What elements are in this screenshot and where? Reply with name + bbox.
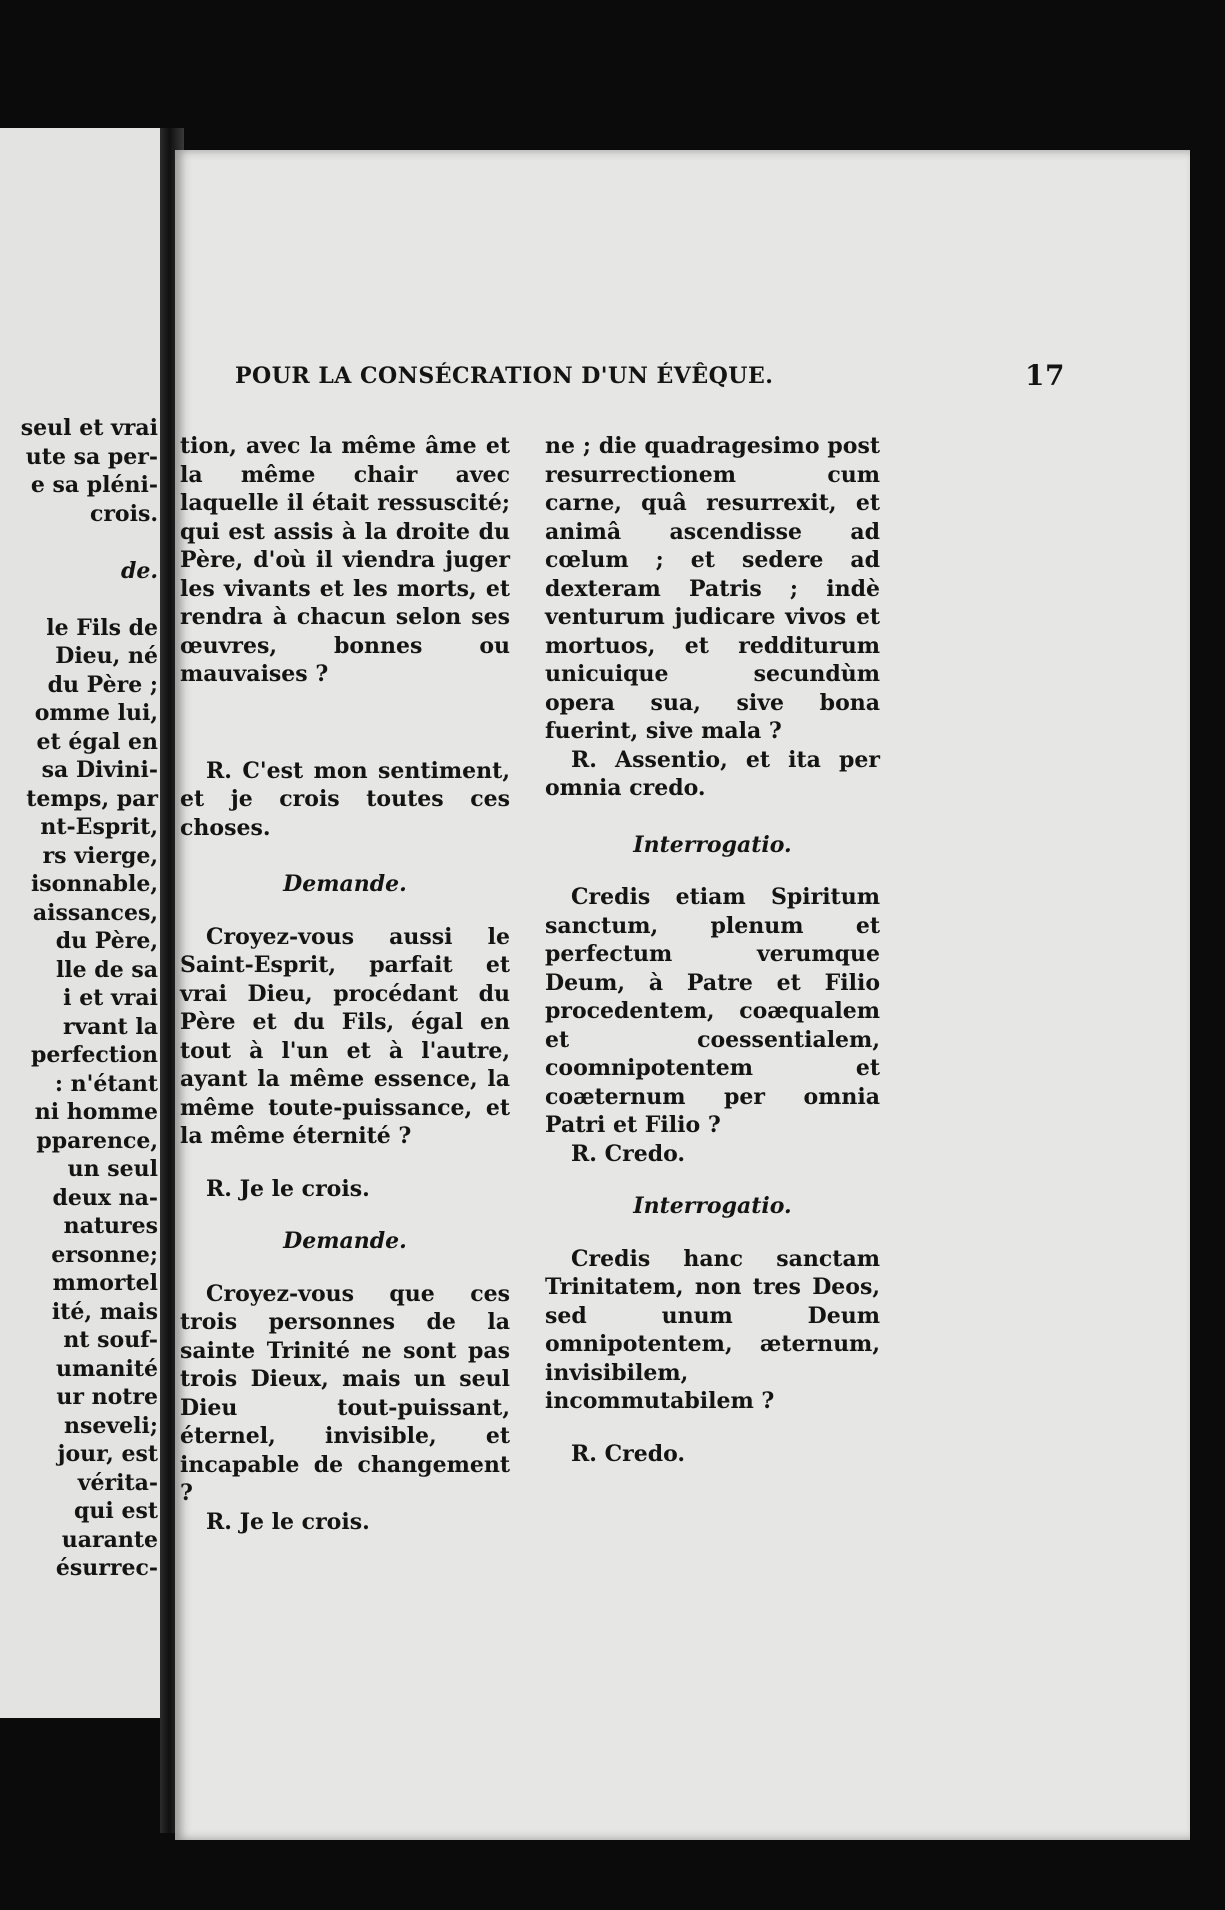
left-line: aissances, xyxy=(32,899,158,926)
left-line: pparence, xyxy=(36,1127,158,1154)
left-line: ur notre xyxy=(56,1384,158,1410)
header-title: POUR LA CONSÉCRATION D'UN ÉVÊQUE. xyxy=(235,363,774,389)
latin-answer-2: R. Credo. xyxy=(571,1140,686,1167)
left-line: perfection xyxy=(30,1042,158,1068)
latin-answer-1: R. Assentio, et ita per omnia credo. xyxy=(545,746,880,801)
latin-heading-3: Interrogatio. xyxy=(633,1193,792,1219)
left-line: i et vrai xyxy=(63,985,158,1011)
french-question-2: Croyez-vous aussi le Saint-Esprit, parfait et vrai Dieu, procédant du Père et du Fils, égal en tout à l'un et à l'autre, ayant la même essence, la même toute-puissance, et la même éternité ? xyxy=(180,923,510,1149)
left-line: isonnable, xyxy=(30,871,158,897)
left-line: ute sa per- xyxy=(25,443,158,470)
left-line: natures xyxy=(63,1213,158,1239)
french-heading-3: Demande. xyxy=(283,1228,407,1254)
left-line: un seul xyxy=(67,1156,158,1182)
left-line: ersonne; xyxy=(51,1241,158,1268)
left-line: vérita- xyxy=(77,1469,158,1496)
page-number: 17 xyxy=(1025,359,1065,392)
french-heading-2: Demande. xyxy=(283,871,407,897)
left-line: sa Divini- xyxy=(41,757,158,783)
left-line: crois. xyxy=(89,500,158,527)
french-answer-3: R. Je le crois. xyxy=(206,1508,370,1535)
left-line: du Père ; xyxy=(47,671,158,698)
french-question-3: Croyez-vous que ces trois personnes de la sainte Trinité ne sont pas trois Dieux, mais un seul Dieu tout-puissant, éternel, invisible, et incapable de changement ? xyxy=(180,1280,510,1506)
left-line: ésurrec- xyxy=(55,1555,158,1581)
left-line: ité, mais xyxy=(51,1298,158,1325)
left-line xyxy=(0,528,158,557)
left-line: jour, est xyxy=(57,1441,158,1467)
left-line: nt-Esprit, xyxy=(40,814,158,840)
left-line: de. xyxy=(120,557,158,584)
left-line: nseveli; xyxy=(64,1412,158,1439)
left-line: lle de sa xyxy=(55,956,158,983)
left-line: umanité xyxy=(55,1355,158,1382)
left-line: nt souf- xyxy=(63,1327,158,1353)
latin-answer-3: R. Credo. xyxy=(571,1440,686,1467)
left-page xyxy=(0,128,168,1718)
french-column xyxy=(180,432,510,1536)
left-line: qui est xyxy=(74,1498,158,1524)
left-line: du Père, xyxy=(55,928,158,954)
left-line: uarante xyxy=(61,1526,158,1553)
running-header xyxy=(235,359,1065,392)
left-line: ni homme xyxy=(34,1099,158,1125)
left-line: : n'étant xyxy=(54,1070,158,1097)
left-line: seul et vrai xyxy=(20,415,158,441)
left-line xyxy=(0,585,158,614)
latin-heading-2: Interrogatio. xyxy=(633,831,792,858)
latin-question-2: Credis etiam Spiritum sanctum, plenum et perfectum verumque Deum, à Patre et Filio procedentem, coæqualem et coessentialem, coomnipotentem et coæternum per omnia Patri et Filio ? xyxy=(545,884,880,1138)
left-line: Dieu, né xyxy=(55,643,158,669)
left-line: et égal en xyxy=(36,728,158,755)
latin-question-3: Credis hanc sanctam Trinitatem, non tres Deos, sed unum Deum omnipotentem, æternum, invisibilem, incommutabilem ? xyxy=(545,1245,880,1414)
left-line: le Fils de xyxy=(46,614,158,641)
left-line: rs vierge, xyxy=(42,842,158,869)
left-line: temps, par xyxy=(26,785,158,812)
latin-column xyxy=(545,432,880,1468)
latin-continuation: ne ; die quadragesimo post resurrectionem cum carne, quâ resurrexit, et animâ ascendisse ad cœlum ; et sedere ad dexteram Patris ; indè venturum judicare vivos et mortuos, et redditurum unicuique secundùm opera sua, sive bona fuerint, sive mala ? xyxy=(545,433,880,744)
left-page-text xyxy=(0,414,158,1583)
french-answer-1: R. C'est mon sentiment, et je crois toutes ces choses. xyxy=(180,757,510,841)
french-continuation: tion, avec la même âme et la même chair avec laquelle il était ressuscité; qui est assis à la droite du Père, d'où il viendra juger les vivants et les morts, et rendra à chacun selon ses œuvres, bonnes ou mauvaises ? xyxy=(180,433,510,687)
left-line: omme lui, xyxy=(34,700,158,726)
left-line: mmortel xyxy=(52,1270,158,1296)
left-line: e sa pléni- xyxy=(30,472,158,498)
left-line: rvant la xyxy=(62,1013,158,1040)
left-line: deux na- xyxy=(52,1184,158,1211)
french-answer-2: R. Je le crois. xyxy=(206,1175,370,1202)
right-page xyxy=(175,150,1190,1840)
